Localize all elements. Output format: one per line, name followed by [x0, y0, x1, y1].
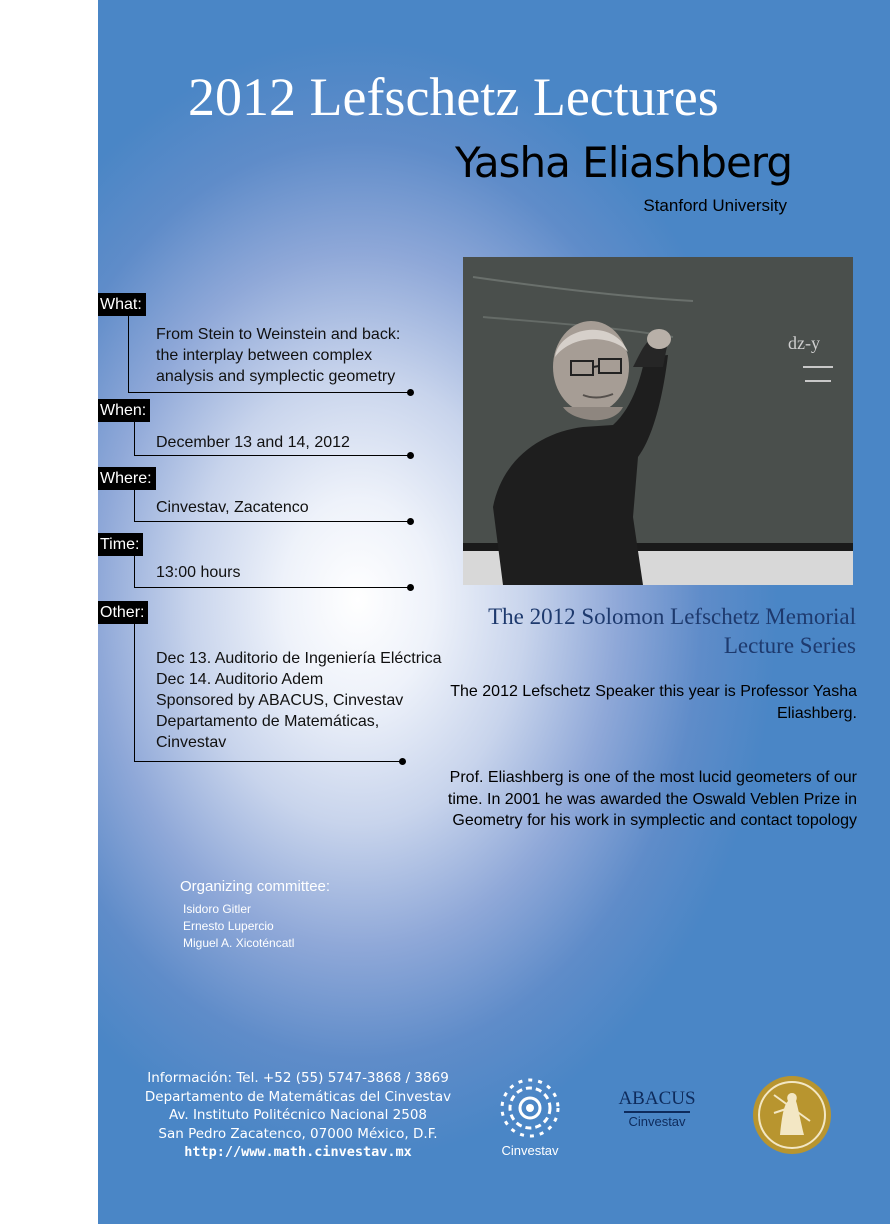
- cinvestav-emblem-icon: [498, 1076, 562, 1140]
- committee-heading: Organizing committee:: [180, 878, 331, 895]
- board-text: dz-y: [788, 333, 820, 353]
- what-line-1: From Stein to Weinstein and back:: [156, 326, 401, 343]
- contact-info: [108, 1069, 488, 1162]
- info-other: [156, 648, 442, 753]
- speaker-name: Yasha Eliashberg: [454, 138, 792, 187]
- other-line-1: Dec 13. Auditorio de Ingeniería Eléctrica: [156, 650, 442, 667]
- committee-member: Ernesto Lupercio: [183, 919, 274, 933]
- page-title: 2012 Lefschetz Lectures: [188, 67, 719, 127]
- abacus-logo-bar: [624, 1111, 690, 1113]
- cinvestav-logo: [496, 1076, 564, 1166]
- contact-address: Av. Instituto Politécnico Nacional 2508: [168, 1107, 428, 1123]
- committee-member: Miguel A. Xicoténcatl: [183, 936, 295, 950]
- memorial-line-1: The 2012 Solomon Lefschetz Memorial: [488, 604, 856, 629]
- other-line-5: Cinvestav: [156, 734, 227, 751]
- contact-department: Departamento de Matemáticas del Cinvestav: [144, 1088, 452, 1105]
- abacus-logo-subtitle: Cinvestav: [628, 1114, 686, 1129]
- info-when: December 13 and 14, 2012: [156, 434, 350, 451]
- memorial-heading: [436, 602, 856, 660]
- info-time: 13:00 hours: [156, 564, 241, 581]
- what-line-3: analysis and symplectic geometry: [156, 368, 396, 385]
- label-other: Other:: [98, 601, 148, 624]
- label-where: Where:: [98, 467, 156, 490]
- speaker-photo: [463, 257, 853, 585]
- poster: [98, 0, 890, 1224]
- committee-member: Isidoro Gitler: [183, 902, 252, 916]
- abacus-logo-title: ABACUS: [618, 1088, 696, 1109]
- memorial-line-2: Lecture Series: [723, 633, 856, 658]
- cinvestav-logo-label: Cinvestav: [501, 1143, 559, 1158]
- other-line-3: Sponsored by ABACUS, Cinvestav: [156, 692, 404, 709]
- info-where: Cinvestav, Zacatenco: [156, 499, 309, 516]
- speaker-announcement: The 2012 Lefschetz Speaker this year is Professor Yasha Eliashberg.: [450, 683, 857, 722]
- info-what: [156, 324, 400, 387]
- label-what: What:: [98, 293, 146, 316]
- seal-icon: [752, 1075, 832, 1155]
- speaker-affiliation: Stanford University: [643, 196, 787, 215]
- other-line-4: Departamento de Matemáticas,: [156, 713, 380, 730]
- abacus-logo: [612, 1088, 702, 1129]
- label-when: When:: [98, 399, 150, 422]
- speaker-bio: Prof. Eliashberg is one of the most lucid geometers of our time. In 2001 he was awarded the Oswald Veblen Prize in Geometry for his work in symplectic and contact topology: [447, 769, 857, 829]
- other-line-2: Dec 14. Auditorio Adem: [156, 671, 324, 688]
- department-seal: [752, 1075, 832, 1155]
- contact-url[interactable]: http://www.math.cinvestav.mx: [184, 1144, 412, 1160]
- what-line-2: the interplay between complex: [156, 347, 373, 364]
- contact-phone: Información: Tel. +52 (55) 5747-3868 / 3869: [147, 1070, 449, 1086]
- label-time: Time:: [98, 533, 143, 556]
- committee-list: [183, 901, 294, 952]
- contact-city: San Pedro Zacatenco, 07000 México, D.F.: [158, 1125, 438, 1142]
